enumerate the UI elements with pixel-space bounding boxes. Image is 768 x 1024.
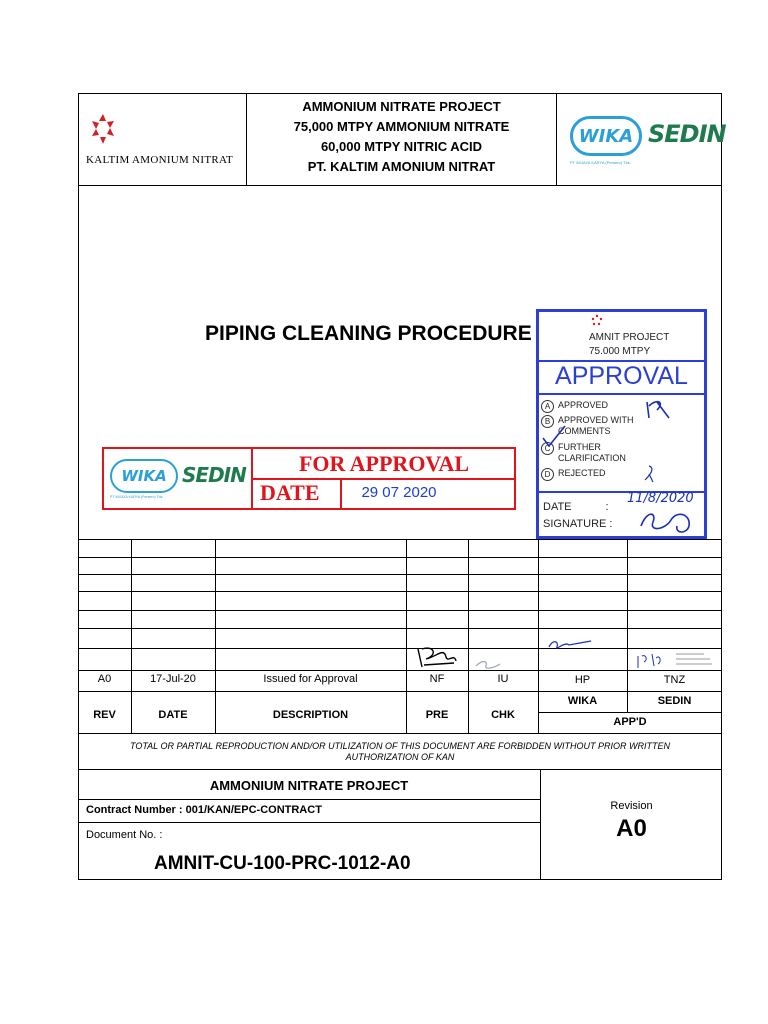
stamp-wika-logo: WIKA xyxy=(110,459,178,493)
description-cell: Issued for Approval xyxy=(263,673,358,685)
wika-logo-subtext: PT WIJAYA KARYA (Persero) Tbk. xyxy=(570,160,631,165)
stamp-wika-subtext: PT WIJAYA KARYA (Persero) Tbk. xyxy=(110,495,164,499)
kan-star-icon xyxy=(88,112,118,146)
wika-header: WIKA xyxy=(567,695,598,707)
footer-contract: Contract Number : 001/KAN/EPC-CONTRACT xyxy=(86,804,322,816)
pre-cell: NF xyxy=(429,673,445,685)
header-title-line: PT. KALTIM AMONIUM NITRAT xyxy=(307,159,496,174)
header-title xyxy=(247,97,556,177)
wika-cell: HP xyxy=(574,674,591,686)
date-cell: 17-Jul-20 xyxy=(150,673,196,685)
initials-scribble-icon xyxy=(643,398,673,422)
kan-star-icon xyxy=(591,314,603,326)
approval-signature-label: SIGNATURE : xyxy=(543,518,613,530)
footer-revision-value: A0 xyxy=(616,815,647,842)
stamp-sedin-logo: SEDIN xyxy=(182,463,246,487)
sedin-cell: TNZ xyxy=(663,674,686,686)
client-logo xyxy=(86,112,242,172)
date-header: DATE xyxy=(158,709,188,721)
sedin-header: SEDIN xyxy=(657,695,692,707)
footer-project: AMMONIUM NITRATE PROJECT xyxy=(209,778,409,793)
signature-scribble-icon xyxy=(635,506,699,536)
for-approval-heading: FOR APPROVAL xyxy=(298,451,470,476)
sedin-logo: SEDIN xyxy=(648,120,726,148)
approval-option-b: B APPROVED WITH COMMENTS xyxy=(541,415,701,442)
chk-cell: IU xyxy=(497,673,509,685)
approval-date-label: DATE : xyxy=(543,501,609,513)
for-approval-date-value: 29 07 2020 xyxy=(361,484,437,501)
pre-header: PRE xyxy=(425,709,449,721)
approval-heading: APPROVAL xyxy=(555,362,688,390)
rev-cell: A0 xyxy=(97,673,112,685)
footer-revision-label: Revision xyxy=(610,800,653,812)
checkmark-icon xyxy=(539,424,569,450)
for-approval-date-label: DATE xyxy=(260,480,320,505)
wika-logo: WIKA xyxy=(570,116,642,156)
approval-date-value: 11/8/2020 xyxy=(627,491,694,506)
rev-header: REV xyxy=(93,709,116,721)
sedin-signature-icon xyxy=(632,648,718,672)
mark-scribble-icon xyxy=(641,462,661,484)
footer-document-no: AMNIT-CU-100-PRC-1012-A0 xyxy=(154,853,411,874)
approval-stamp xyxy=(536,309,707,539)
approval-option-c: C FURTHER CLARIFICATION xyxy=(541,442,701,468)
header-title-line: 75,000 MTPY AMMONIUM NITRATE xyxy=(293,119,510,134)
document-title: PIPING CLEANING PROCEDURE xyxy=(205,322,532,345)
appd-header: APP'D xyxy=(613,716,647,728)
header-title-line: AMMONIUM NITRATE PROJECT xyxy=(302,99,501,114)
approval-option-a: A APPROVED xyxy=(541,400,701,415)
approval-project-line-1: AMNIT PROJECT xyxy=(589,332,670,343)
client-logo-text: KALTIM AMONIUM NITRAT xyxy=(86,154,234,166)
header-title-line: 60,000 MTPY NITRIC ACID xyxy=(320,139,483,154)
description-header: DESCRIPTION xyxy=(272,709,349,721)
approval-option-d: D REJECTED xyxy=(541,468,701,483)
wika-signature-icon xyxy=(545,637,595,653)
approval-project-line-2: 75.000 MTPY xyxy=(589,346,651,357)
for-approval-stamp xyxy=(102,447,516,510)
pre-signature-icon xyxy=(414,643,460,673)
chk-signature-icon xyxy=(474,656,504,672)
reproduction-notice: TOTAL OR PARTIAL REPRODUCTION AND/OR UTILIZATION OF THIS DOCUMENT ARE FORBIDDEN WITHOUT PRIOR WRITTEN AUTHORIZATION OF KAN xyxy=(129,741,671,762)
contractor-logos xyxy=(566,112,726,172)
chk-header: CHK xyxy=(491,709,515,721)
footer-document-no-label: Document No. : xyxy=(86,829,163,841)
